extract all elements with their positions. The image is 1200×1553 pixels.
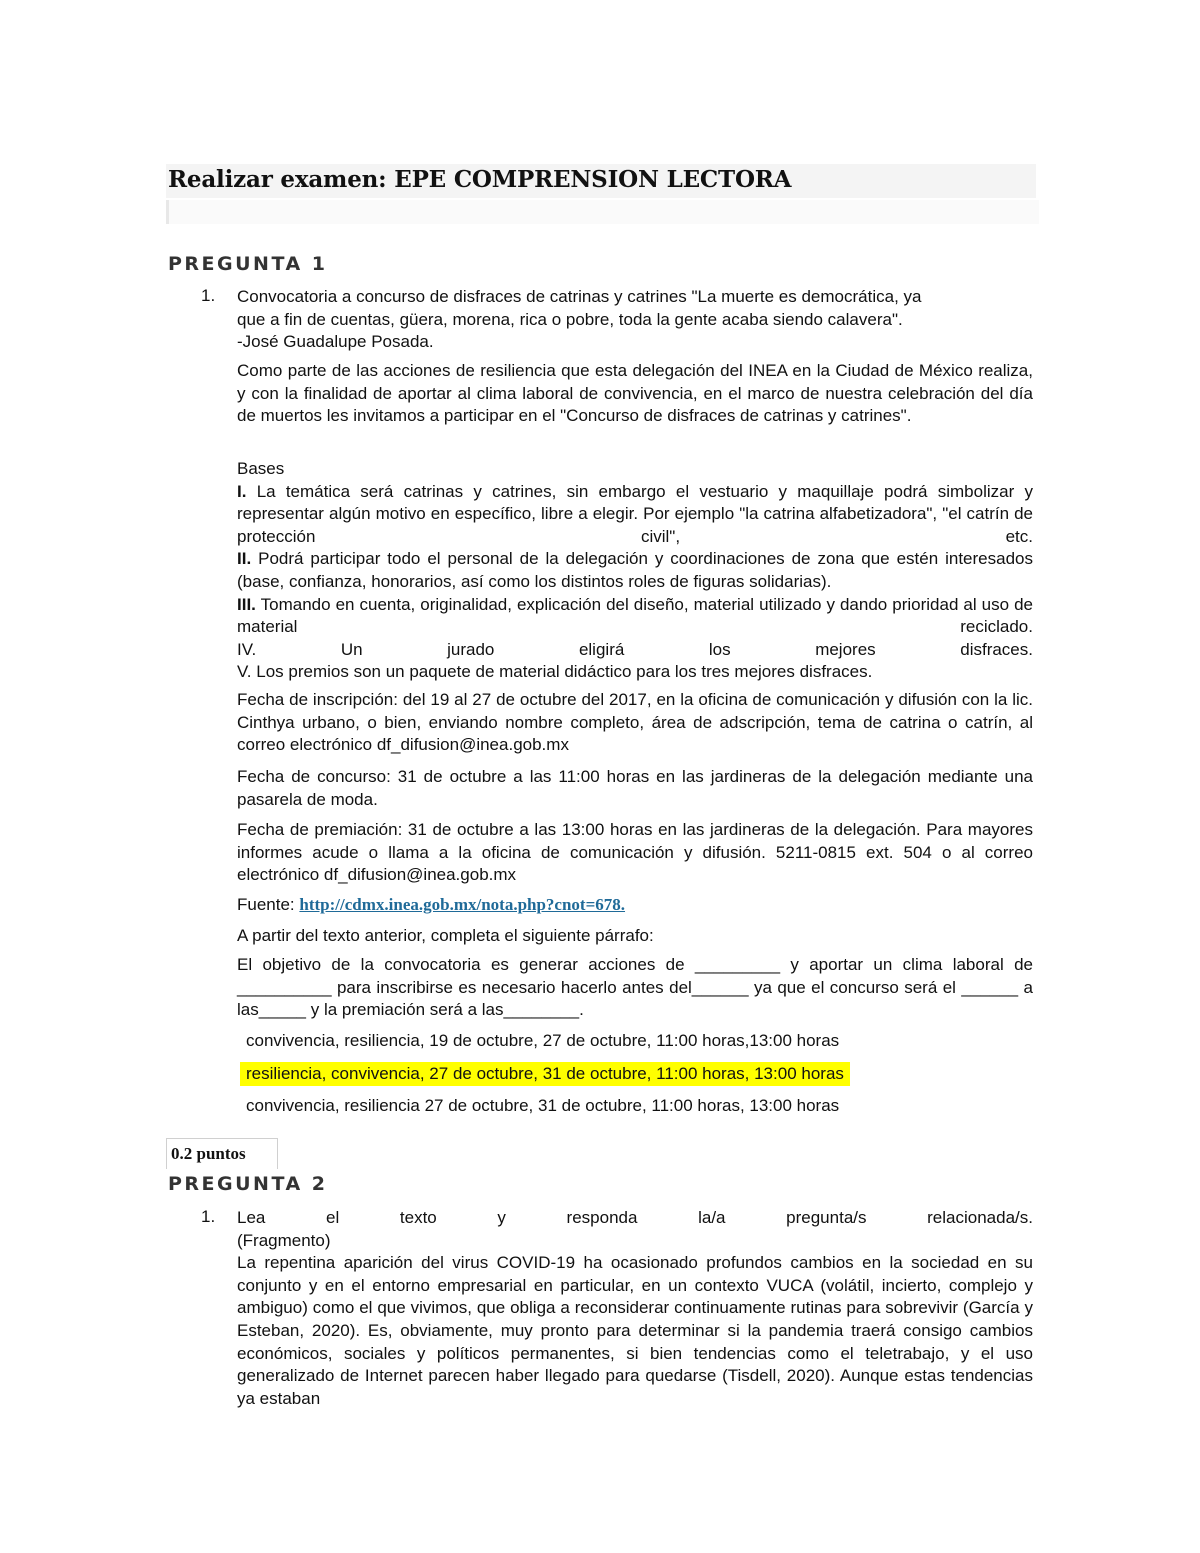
answer-option-2-selected[interactable]: resiliencia, convivencia, 27 de octubre, 31 de octubre, 11:00 horas, 13:00 horas xyxy=(240,1062,850,1086)
question-1-intro xyxy=(237,286,1033,354)
answer-option-3[interactable]: convivencia, resiliencia 27 de octubre, 31 de octubre, 11:00 horas, 13:00 horas xyxy=(246,1096,840,1115)
base-1-text: La temática será catrinas y catrines, sin embargo el vestuario y maquillaje podrá simbolizar y representar algún motivo en específico, libre a elegir. Por ejemplo "la catrina alfabetizadora", "el catrín de protección civil", etc. xyxy=(237,481,1033,546)
bases-title: Bases xyxy=(237,459,285,478)
question-2-text: La repentina aparición del virus COVID-19 ha ocasionado profundos cambios en la sociedad en su conjunto y en el entorno empresarial en particular, en un contexto VUCA (volátil, incierto, complejo y ambiguo) como el que vivimos, que obliga a reconsiderar continuamente rutinas para sobrevivir (García y Esteban, 2020). Es, obviamente, muy pronto para determinar si la pandemia traerá consigo cambios económicos, sociales y políticos permanentes, si bien tendencias como el teletrabajo, y el uso generalizado de Internet parecen haber llegado para quedarse (Tisdell, 2020). Aunque estas tendencias ya estaban xyxy=(237,1253,1033,1408)
question-1-number: 1. xyxy=(201,286,216,305)
question-1-instruction: A partir del texto anterior, completa el siguiente párrafo: xyxy=(237,926,654,945)
base-2-num: II. xyxy=(237,549,252,569)
intro-line: -José Guadalupe Posada. xyxy=(237,332,434,352)
base-4 xyxy=(237,639,1033,662)
base-4-num: IV. xyxy=(237,639,257,659)
base-4-text: Un jurado eligirá los mejores disfraces. xyxy=(340,639,1033,659)
question-2-number: 1. xyxy=(201,1207,216,1226)
title-sub-bar xyxy=(166,200,1039,224)
page-title: Realizar examen: EPE COMPRENSION LECTORA xyxy=(168,166,792,193)
question-2-heading: PREGUNTA 2 xyxy=(168,1173,328,1195)
base-5-text: Los premios son un paquete de material didáctico para los tres mejores disfraces. xyxy=(256,662,873,682)
premiacion-paragraph: Fecha de premiación: 31 de octubre a las 13:00 horas en las jardineras de la delegación. Para mayores informes acude o llama a la oficina de comunicación y difusión. 5211-0815 ext. 504 o al correo electrónico df_difusion@inea.gob.mx xyxy=(237,820,1033,885)
intro-line: Convocatoria a concurso de disfraces de catrinas y catrines "La muerte es democrática, ya xyxy=(237,287,922,306)
answer-option-1[interactable]: convivencia, resiliencia, 19 de octubre, 27 de octubre, 11:00 horas,13:00 horas xyxy=(246,1031,840,1050)
points-value: 0.2 puntos xyxy=(171,1144,246,1163)
fuente-line xyxy=(237,894,1033,917)
fuente-link[interactable]: http://cdmx.inea.gob.mx/nota.php?cnot=678. xyxy=(299,895,626,914)
question-1-paragraph: Como parte de las acciones de resiliencia que esta delegación del INEA en la Ciudad de México realiza, y con la finalidad de aportar al clima laboral de convivencia, en el marco de nuestra celebración del día de muertos les invitamos a participar en el "Concurso de disfraces de catrinas y catrines". xyxy=(237,361,1033,426)
question-1-heading: PREGUNTA 1 xyxy=(168,253,328,275)
base-5-num: V. xyxy=(237,662,252,682)
intro-line: que a fin de cuentas, güera, morena, rica o pobre, toda la gente acaba siendo calavera". xyxy=(237,309,903,329)
base-1-num: I. xyxy=(237,481,247,501)
base-2 xyxy=(237,548,1033,593)
base-3 xyxy=(237,594,1033,639)
base-2-text: Podrá participar todo el personal de la delegación y coordinaciones de zona que estén interesados (base, confianza, honorarios, así como los distintos roles de figuras solidarias). xyxy=(237,549,1033,591)
question-1-bases xyxy=(237,458,1033,684)
fragment-label: (Fragmento) xyxy=(237,1230,331,1250)
base-3-num: III. xyxy=(237,594,256,614)
base-5 xyxy=(237,661,1033,684)
question-2-instruction: Lea el texto y responda la/a pregunta/s relacionada/s. xyxy=(237,1208,1033,1227)
inscripcion-paragraph: Fecha de inscripción: del 19 al 27 de octubre del 2017, en la oficina de comunicación y difusión con la lic. Cinthya urbano, o bien, enviando nombre completo, área de adscripción, tema de catrina o catrín, al correo electrónico df_difusion@inea.gob.mx xyxy=(237,690,1033,755)
fuente-label: Fuente: xyxy=(237,895,295,914)
concurso-paragraph: Fecha de concurso: 31 de octubre a las 11:00 horas en las jardineras de la delegación mediante una pasarela de moda. xyxy=(237,767,1033,809)
question-2-body xyxy=(237,1207,1033,1410)
base-3-text: Tomando en cuenta, originalidad, explicación del diseño, material utilizado y dando prioridad al uso de material reciclado. xyxy=(237,594,1033,637)
base-1 xyxy=(237,481,1033,549)
question-1-fill-text: El objetivo de la convocatoria es generar acciones de _________ y aportar un clima laboral de __________ para inscribirse es necesario hacerlo antes del______ ya que el concurso será el ______ a las_____ y la premiación será a las________. xyxy=(237,955,1033,1020)
